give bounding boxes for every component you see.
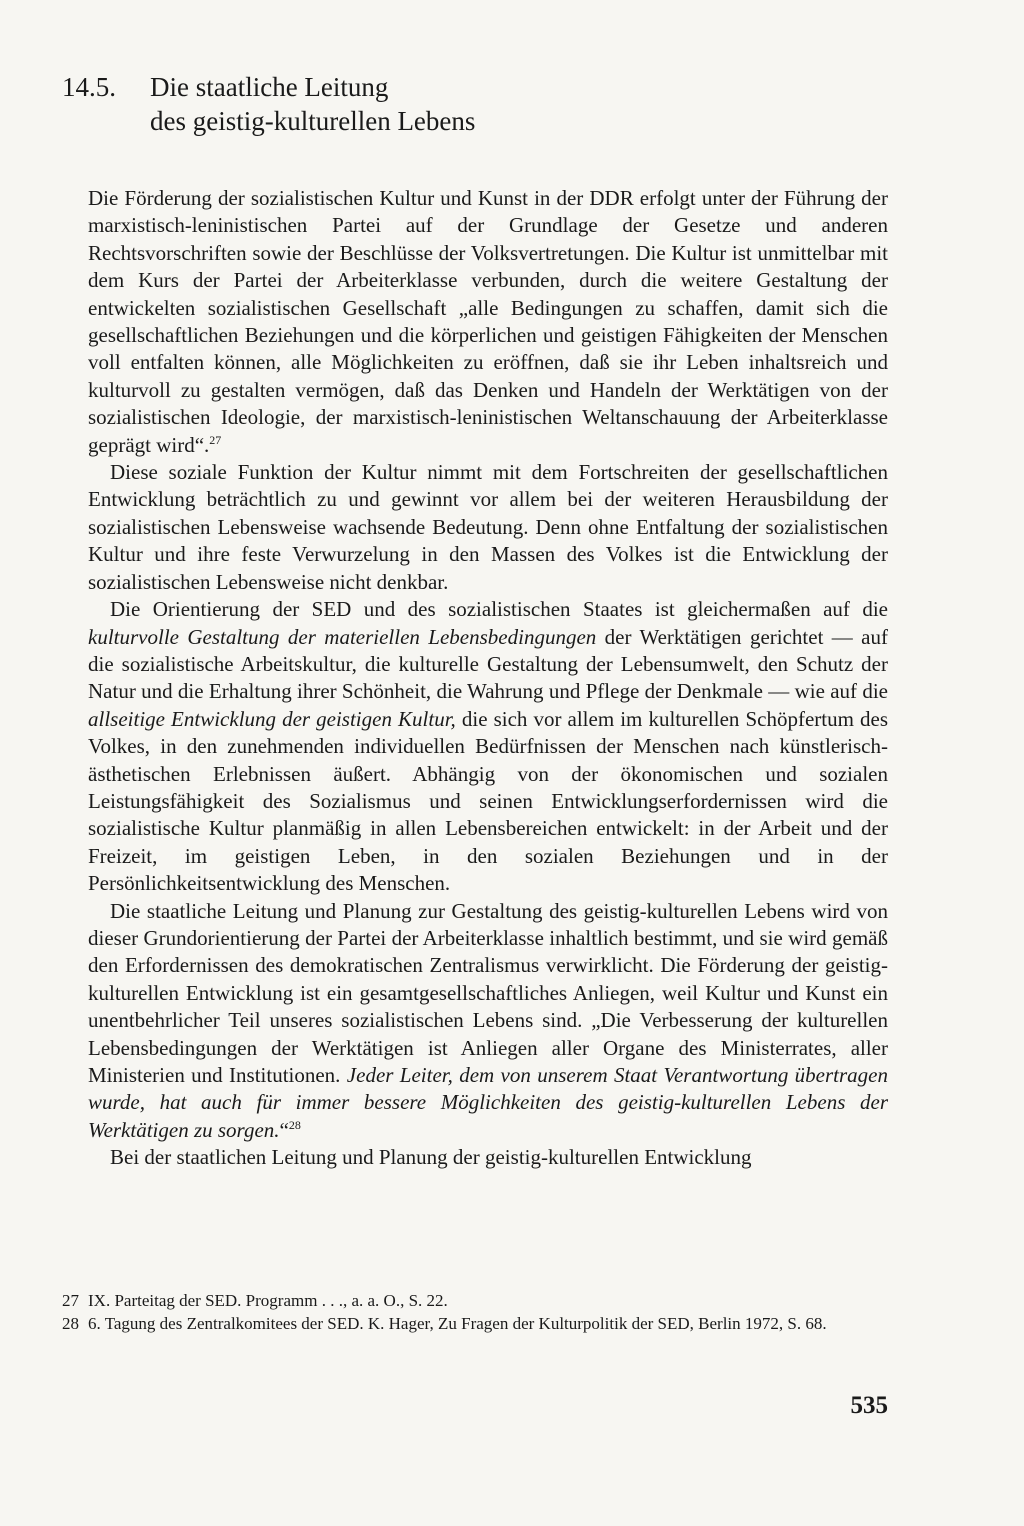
paragraph: [88, 459, 888, 596]
footnote-text: 6. Tagung des Zentralkomitees der SED. K. Hager, Zu Fragen der Kulturpolitik der SED, Berlin 1972, S. 68.: [88, 1314, 827, 1333]
paragraph: [88, 185, 888, 459]
footnotes: [62, 1290, 888, 1336]
paragraph-text: Diese soziale Funktion der Kultur nimmt mit dem Fortschreiten der gesellschaftlichen Entwicklung beträchtlich zu und gewinnt vor allem bei der weiteren Herausbildung der sozialistischen Lebensweise wachsende Bedeutung. Denn ohne Entfaltung der sozialistischen Kultur und ihre feste Verwurzelung in den Massen des Volkes ist die Entwicklung der sozialistischen Lebensweise nicht denkbar.: [88, 460, 888, 594]
footnote-number: 27: [62, 1291, 79, 1310]
page-number: 535: [850, 1392, 888, 1419]
section-title-line-1: Die staatliche Leitung: [150, 72, 389, 102]
paragraph: [88, 1144, 888, 1171]
footnote-reference: 28: [288, 1117, 301, 1132]
paragraph-text: Bei der staatlichen Leitung und Planung der geistig-kulturellen Entwicklung: [110, 1145, 752, 1170]
footnote-reference: 27: [209, 432, 222, 447]
paragraph: [88, 596, 888, 897]
paragraph-text: Die staatliche Leitung und Planung zur Gestaltung des geistig-kulturellen Lebens wird von dieser Grundorientierung der Partei der Arbeiterklasse inhaltlich bestimmt, und sie wird gemäß den Erfordernissen des demokratischen Zentralismus verwirklicht. Die Förderung der geistig-kulturellen Entwicklung ist ein gesamtgesellschaftliches Anliegen, weil Kultur und Kunst ein unentbehrlicher Teil unseres sozialistischen Lebens sind. „Die Verbesserung der kulturellen Lebensbedingungen der Werktätigen ist Anliegen aller Organe des Ministerrates, aller Ministerien und Institutionen.: [88, 898, 888, 1087]
paragraph-text: “: [279, 1117, 289, 1142]
paragraph-text: Die Orientierung der SED und des sozialistischen Staates ist gleichermaßen auf die: [110, 597, 888, 622]
footnote: [62, 1313, 888, 1334]
body-text: [88, 185, 888, 1172]
emphasis-text: kulturvolle Gestaltung der materiellen Lebensbedingungen: [88, 624, 597, 649]
footnote-text: IX. Parteitag der SED. Programm . . ., a. a. O., S. 22.: [88, 1291, 448, 1310]
emphasis-text: Jeder Leiter, dem von unserem Staat Verantwortung übertragen wurde, hat auch für immer bessere Möglichkeiten des geistig-kulturellen Lebens der Werktätigen zu sorgen.: [88, 1063, 888, 1142]
paragraph-text: der Werktätigen gerichtet — auf die sozialistische Arbeitskultur, die kulturelle Gestaltung der Lebensumwelt, den Schutz der Natur und die Erhaltung ihrer Schönheit, die Wahrung und Pflege der Denkmale — wie auf die: [88, 624, 888, 704]
footnote-number: 28: [62, 1314, 79, 1333]
paragraph: [88, 898, 888, 1145]
footnote: [62, 1290, 888, 1311]
paragraph-text: Die Förderung der sozialistischen Kultur und Kunst in der DDR erfolgt unter der Führung der marxistisch-leninistischen Partei auf der Grundlage der Gesetze und anderen Rechtsvorschriften sowie der Beschlüsse der Volksvertretungen. Die Kultur ist unmittelbar mit dem Kurs der Partei der Arbeiterklasse verbunden, durch die weitere Gestaltung der entwickelten sozialistischen Gesellschaft „alle Bedingungen zu schaffen, damit sich die gesellschaftlichen Beziehungen und die körperlichen und geistigen Fähigkeiten der Menschen voll entfalten können, alle Möglichkeiten zu eröffnen, daß sie ihr Leben inhaltsreich und kulturvoll zu gestalten vermögen, daß das Denken und Handeln der Werktätigen von der sozialistischen Ideologie, der marxistisch-leninistischen Weltanschauung der Arbeiterklasse geprägt wird“.: [88, 186, 888, 457]
section-title: [150, 70, 670, 138]
section-title-line-2: des geistig-kulturellen Lebens: [150, 106, 476, 136]
paragraph-text: die sich vor allem im kulturellen Schöpfertum des Volkes, in den zunehmenden individuellen Bedürfnissen der Menschen nach künstlerisch-ästhetischen Erlebnissen äußert. Abhängig von der ökonomischen und sozialen Leistungsfähigkeit des Sozialismus und seinen Entwicklungserfordernissen wird die sozialistische Kultur planmäßig in allen Lebensbereichen entwickelt: in der Arbeit und der Freizeit, im geistigen Leben, in den sozialen Beziehungen und in der Persönlichkeitsentwicklung des Menschen.: [88, 706, 889, 896]
emphasis-text: allseitige Entwicklung der geistigen Kultur,: [88, 706, 456, 731]
section-number: 14.5.: [62, 72, 116, 102]
